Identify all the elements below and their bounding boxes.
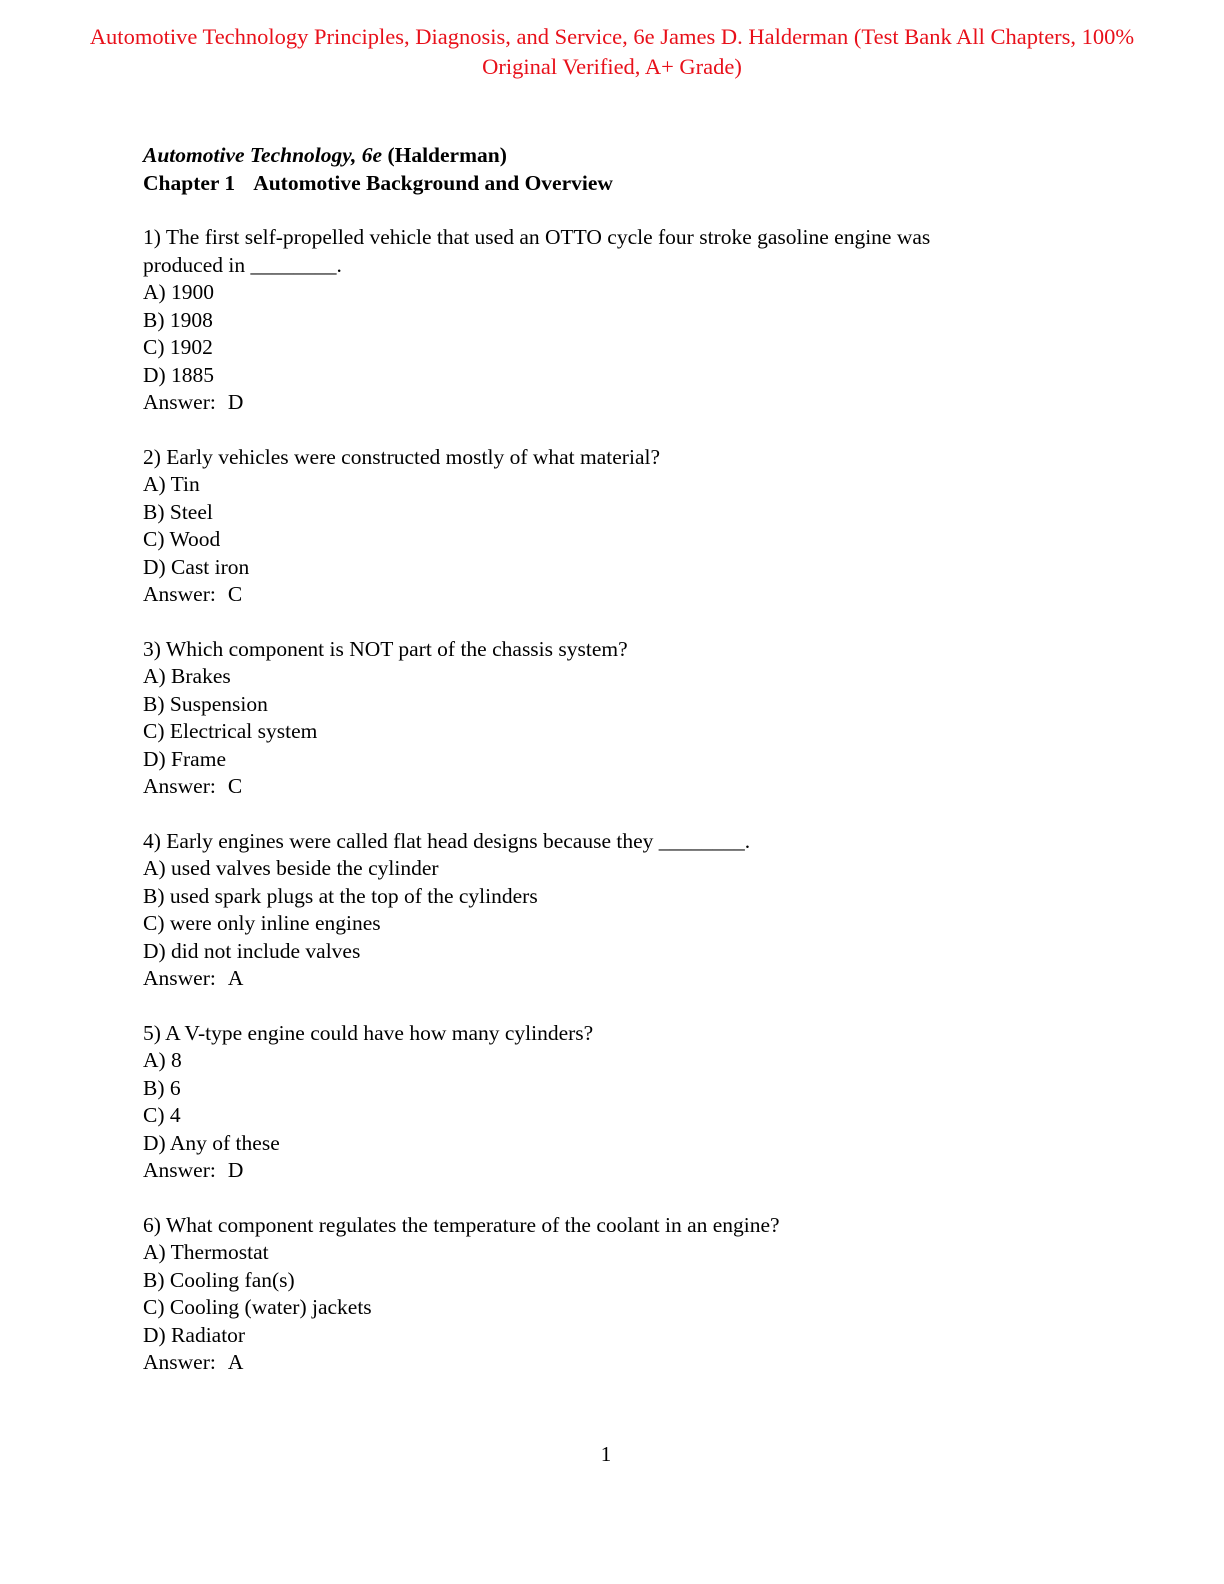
document-body	[143, 142, 1103, 1377]
option-a: A) Thermostat	[143, 1240, 269, 1264]
option-a: A) 1900	[143, 280, 215, 304]
question-stem: 1) The first self-propelled vehicle that used an OTTO cycle four stroke gasoline engine was	[143, 225, 931, 249]
option-a: A) Tin	[143, 472, 200, 496]
answer-line	[143, 389, 1103, 417]
answer-line	[143, 773, 1103, 801]
question-stem: 6) What component regulates the temperature of the coolant in an engine?	[143, 1212, 780, 1237]
option-d: D) Frame	[143, 746, 226, 771]
option-d: D) Radiator	[143, 1322, 246, 1347]
page-number: 1	[600, 1442, 612, 1466]
option-a: A) Brakes	[143, 664, 231, 688]
answer-line	[143, 965, 1103, 993]
question-stem: 3) Which component is NOT part of the chassis system?	[143, 636, 628, 661]
answer-line	[143, 581, 1103, 609]
book-heading	[143, 142, 1103, 170]
question-stem: 4) Early engines were called flat head designs because they ________.	[143, 828, 751, 853]
chapter-heading	[143, 170, 1103, 198]
option-c: C) 4	[143, 1103, 181, 1127]
question-stem: 5) A V-type engine could have how many cylinders?	[143, 1020, 594, 1045]
answer-value: D	[227, 1158, 244, 1182]
option-d: D) did not include valves	[143, 938, 361, 963]
answer-label: Answer:	[143, 390, 216, 414]
chapter-title: Automotive Background and Overview	[253, 170, 613, 195]
option-a: A) 8	[143, 1048, 182, 1072]
option-b: B) Suspension	[143, 691, 268, 716]
option-b: B) Steel	[143, 499, 213, 524]
answer-label: Answer:	[143, 966, 216, 990]
answer-label: Answer:	[143, 582, 216, 606]
option-c: C) Electrical system	[143, 719, 318, 743]
option-c: C) Cooling (water) jackets	[143, 1295, 372, 1319]
question-5	[143, 1020, 1103, 1185]
answer-label: Answer:	[143, 1158, 216, 1182]
header-banner-line-1: Automotive Technology Principles, Diagnosis, and Service, 6e James D. Halderman (Test Bank All Chapters, 100%	[89, 24, 1135, 49]
option-c: C) were only inline engines	[143, 911, 381, 935]
option-b: B) 6	[143, 1075, 181, 1100]
option-b: B) used spark plugs at the top of the cylinders	[143, 883, 538, 908]
option-b: B) 1908	[143, 307, 213, 332]
option-d: D) 1885	[143, 362, 215, 387]
question-stem-continued: produced in ________.	[143, 252, 342, 277]
answer-label: Answer:	[143, 1350, 216, 1374]
option-c: C) Wood	[143, 527, 221, 551]
option-b: B) Cooling fan(s)	[143, 1267, 295, 1292]
option-c: C) 1902	[143, 335, 213, 359]
option-a: A) used valves beside the cylinder	[143, 856, 439, 880]
answer-line	[143, 1349, 1103, 1377]
chapter-number: Chapter 1	[143, 170, 236, 195]
answer-value: D	[227, 390, 244, 414]
answer-value: C	[227, 582, 243, 606]
book-title: Automotive Technology, 6e	[143, 143, 383, 167]
option-d: D) Any of these	[143, 1130, 280, 1155]
question-1	[143, 224, 1103, 417]
header-banner	[30, 22, 1194, 82]
question-stem: 2) Early vehicles were constructed mostly of what material?	[143, 444, 660, 469]
answer-value: A	[227, 1350, 244, 1374]
book-author: (Halderman)	[387, 143, 507, 167]
header-banner-line-2: Original Verified, A+ Grade)	[482, 54, 742, 79]
answer-value: A	[227, 966, 244, 990]
question-3	[143, 636, 1103, 801]
option-d: D) Cast iron	[143, 554, 250, 579]
question-6	[143, 1212, 1103, 1377]
answer-value: C	[227, 774, 243, 798]
answer-label: Answer:	[143, 774, 216, 798]
question-2	[143, 444, 1103, 609]
answer-line	[143, 1157, 1103, 1185]
question-4	[143, 828, 1103, 993]
